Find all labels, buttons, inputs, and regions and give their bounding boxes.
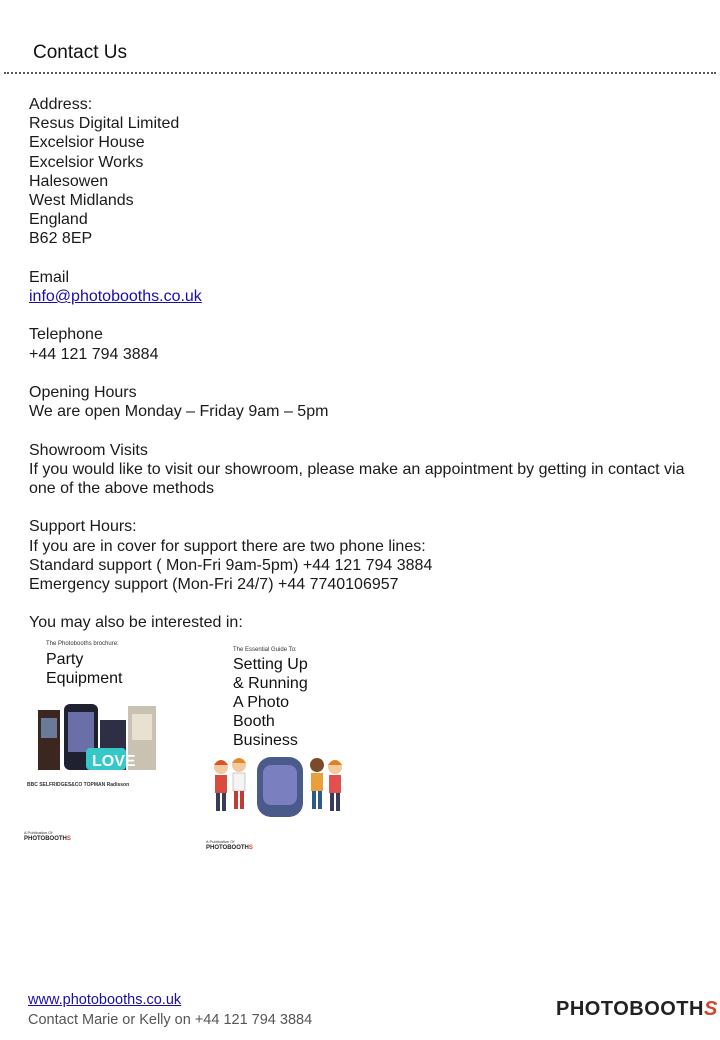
address-line: Excelsior Works: [29, 153, 144, 171]
opening-hours-value: We are open Monday – Friday 9am – 5pm: [29, 403, 329, 421]
footer-website-link[interactable]: www.photobooths.co.uk: [28, 992, 182, 1008]
party-equipment-illustration: [34, 700, 164, 785]
support-emergency: Emergency support (Mon-Fri 24/7) +44 7740106957: [29, 576, 399, 593]
telephone-value: +44 121 794 3884: [29, 345, 159, 363]
support-standard: Standard support ( Mon-Fri 9am-5pm) +44 121 794 3884: [29, 556, 433, 574]
showroom-text: If you would like to visit our showroom, please make an appointment by getting in contact via one of the above methods: [29, 460, 685, 497]
page-title: Contact Us: [33, 42, 127, 63]
opening-hours-label: Opening Hours: [29, 384, 137, 401]
address-line: Halesowen: [29, 172, 109, 190]
brochure-title-line: A Photo: [233, 694, 290, 711]
brochure-title-line: Party: [46, 651, 84, 668]
footer-contact-text: Contact Marie or Kelly on +44 121 794 3884: [28, 1012, 313, 1028]
related-label: You may also be interested in:: [29, 614, 243, 632]
brochure-title-line: Business: [233, 732, 298, 749]
brochure-kicker: The Photobooths brochure:: [46, 641, 119, 647]
publisher-label: A Publication Of: [24, 830, 53, 835]
email-label: Email: [29, 268, 70, 286]
address-line: Resus Digital Limited: [29, 115, 180, 133]
showroom-label: Showroom Visits: [29, 441, 148, 459]
photobooths-mini-logo: PHOTOBOOTHS: [206, 845, 253, 851]
brochure-party-equipment[interactable]: [22, 638, 172, 848]
brochure-kicker: The Essential Guide To:: [233, 647, 297, 653]
people-booth-illustration: [209, 755, 349, 825]
dotted-divider: [4, 72, 716, 74]
address-line: West Midlands: [29, 192, 134, 210]
brochure-title-line: Equipment: [46, 670, 123, 687]
brochure-brand-logos: BBC SELFRIDGES&CO TOPMAN Radisson: [27, 782, 130, 788]
contact-details: [29, 95, 699, 633]
svg-text:LOVE: LOVE: [92, 753, 136, 770]
address-line: England: [29, 211, 88, 229]
support-label: Support Hours:: [29, 518, 137, 536]
telephone-label: Telephone: [29, 326, 103, 344]
brochure-title-line: & Running: [233, 675, 308, 692]
brochure-title-line: Setting Up: [233, 656, 308, 673]
address-label: Address:: [29, 96, 93, 113]
support-intro: If you are in cover for support there are two phone lines:: [29, 537, 426, 555]
address-line: B62 8EP: [29, 230, 93, 248]
address-line: Excelsior House: [29, 134, 145, 152]
brochure-title-line: Booth: [233, 713, 275, 730]
publisher-label: A Publication Of: [206, 839, 235, 844]
photobooths-logo: PHOTOBOOTHS: [556, 998, 718, 1020]
photobooths-mini-logo: PHOTOBOOTHS: [24, 836, 71, 842]
brochure-setting-up-business[interactable]: [205, 645, 355, 855]
email-link[interactable]: info@photobooths.co.uk: [29, 288, 202, 306]
